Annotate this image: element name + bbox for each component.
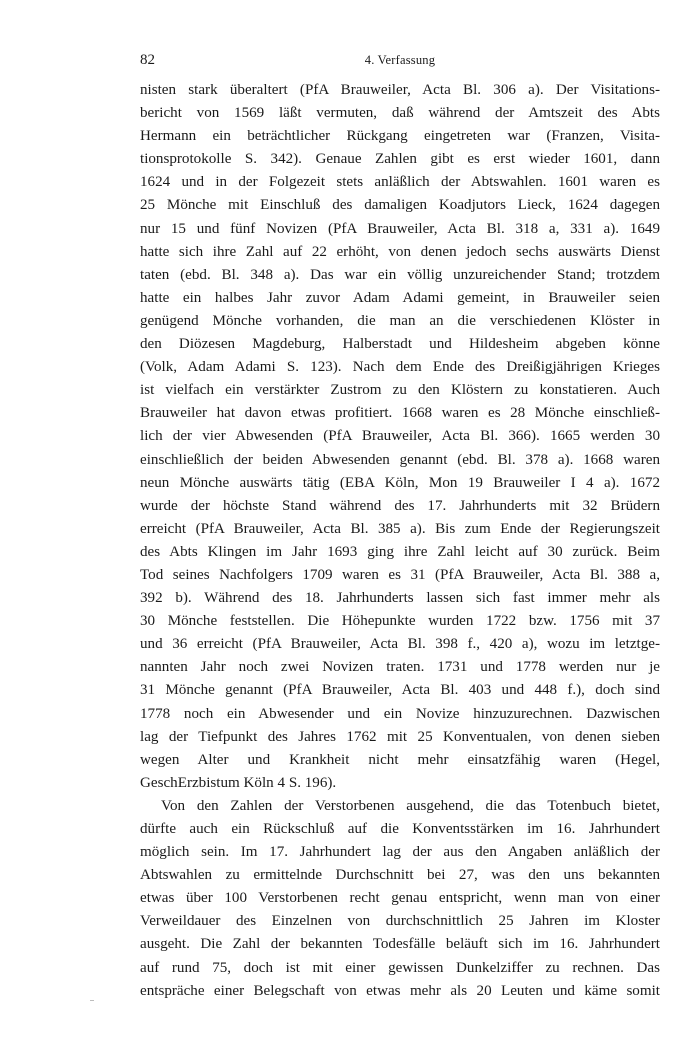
text-line: hatte sich ihre Zahl auf 22 erhöht, von denen jedoch sechs auswärts Dienst (140, 243, 660, 260)
text-line: etwas über 100 Verstorbenen recht genau entspricht, wenn man von einer (140, 890, 660, 907)
page-number: 82 (140, 52, 155, 68)
text-line: entspräche einer Belegschaft von etwas mehr als 20 Leuten und käme somit (140, 982, 660, 999)
text-line: ist vielfach ein verstärkter Zustrom zu den Klöstern zu konstatieren. Auch (140, 382, 660, 399)
text-line: (Volk, Adam Adami S. 123). Nach dem Ende des Dreißigjährigen Krieges (140, 359, 660, 376)
text-line: nannten Jahr noch zwei Novizen traten. 1731 und 1778 werden nur je (140, 659, 660, 676)
paragraph-1 (140, 79, 660, 795)
text-line: erreicht (PfA Brauweiler, Acta Bl. 385 a). Bis zum Ende der Regierungszeit (140, 520, 660, 537)
text-line: nur 15 und fünf Novizen (PfA Brauweiler, Acta Bl. 318 a, 331 a). 1649 (140, 220, 660, 237)
text-line: 1624 und in der Folgezeit stets anläßlich der Abtswahlen. 1601 waren es (140, 174, 660, 191)
text-line: Brauweiler hat davon etwas profitiert. 1668 waren es 28 Mönche einschließ- (140, 405, 660, 422)
text-line: Hermann ein beträchtlicher Rückgang eingetreten war (Franzen, Visita- (140, 128, 660, 145)
text-line: dürfte auch ein Rückschluß auf die Konventsstärken im 16. Jahrhundert (140, 821, 660, 837)
text-line: ausgeht. Die Zahl der bekannten Todesfälle beläuft sich im 16. Jahrhundert (140, 936, 660, 953)
text-line: einschließlich der beiden Abwesenden genannt (ebd. Bl. 378 a). 1668 waren (140, 451, 660, 468)
text-line: 392 b). Während des 18. Jahrhunderts lassen sich fast immer mehr als (140, 590, 660, 607)
running-head: 4. Verfassung (364, 53, 436, 67)
text-line: genügend Mönche vorhanden, die man an die verschiedenen Klöster in (140, 312, 660, 329)
margin-mark (90, 1000, 94, 1001)
text-line: wurde der höchste Stand während des 17. Jahrhunderts mit 32 Brüdern (140, 497, 660, 514)
text-line: möglich sein. Im 17. Jahrhundert lag der aus den Angaben anläßlich der (140, 844, 660, 861)
text-line: tionsprotokolle S. 342). Genaue Zahlen gibt es erst wieder 1601, dann (140, 151, 660, 168)
text-line: und 36 erreicht (PfA Brauweiler, Acta Bl. 398 f., 420 a), wozu im letztge- (140, 636, 660, 653)
text-line: taten (ebd. Bl. 348 a). Das war ein völlig unzureichender Stand; trotzdem (140, 266, 660, 283)
text-line: den Diözesen Magdeburg, Halberstadt und Hildesheim abgeben könne (140, 336, 660, 353)
page-header (140, 50, 660, 70)
text-line: 1778 noch ein Abwesender und ein Novize hinzuzurechnen. Dazwischen (140, 705, 660, 722)
paragraph-2 (140, 795, 660, 1003)
text-line: 30 Mönche feststellen. Die Höhepunkte wurden 1722 bzw. 1756 mit 37 (140, 613, 660, 630)
text-line: GeschErzbistum Köln 4 S. 196). (140, 774, 337, 791)
text-line: auf rund 75, doch ist mit einer gewissen Dunkelziffer zu rechnen. Das (140, 959, 660, 976)
text-line: hatte ein halbes Jahr zuvor Adam Adami gemeint, in Brauweiler seien (140, 289, 660, 306)
body-text (140, 79, 660, 1003)
text-line: Abtswahlen zu ermittelnde Durchschnitt bei 27, was den uns bekannten (140, 867, 660, 884)
text-line: lich der vier Abwesenden (PfA Brauweiler, Acta Bl. 366). 1665 werden 30 (140, 428, 660, 445)
text-line: 25 Mönche mit Einschluß des damaligen Koadjutors Lieck, 1624 dagegen (140, 197, 660, 214)
text-line: bericht von 1569 läßt vermuten, daß während der Amtszeit des Abts (140, 105, 660, 122)
text-line: 31 Mönche genannt (PfA Brauweiler, Acta Bl. 403 und 448 f.), doch sind (140, 682, 660, 699)
text-line: Verweildauer des Einzelnen von durchschnittlich 25 Jahren im Kloster (140, 913, 660, 930)
text-line: Tod seines Nachfolgers 1709 waren es 31 (PfA Brauweiler, Acta Bl. 388 a, (140, 566, 660, 583)
text-line: des Abts Klingen im Jahr 1693 ging ihre Zahl leicht auf 30 zurück. Beim (140, 543, 660, 560)
text-line: neun Mönche auswärts tätig (EBA Köln, Mon 19 Brauweiler I 4 a). 1672 (140, 474, 660, 491)
text-line: Von den Zahlen der Verstorbenen ausgehend, die das Totenbuch bietet, (161, 797, 660, 814)
text-line: nisten stark überaltert (PfA Brauweiler, Acta Bl. 306 a). Der Visitations- (140, 82, 660, 98)
text-line: wegen Alter und Krankheit nicht mehr einsatzfähig waren (Hegel, (140, 751, 660, 768)
text-line: lag der Tiefpunkt des Jahres 1762 mit 25 Konventualen, von denen sieben (140, 728, 660, 745)
